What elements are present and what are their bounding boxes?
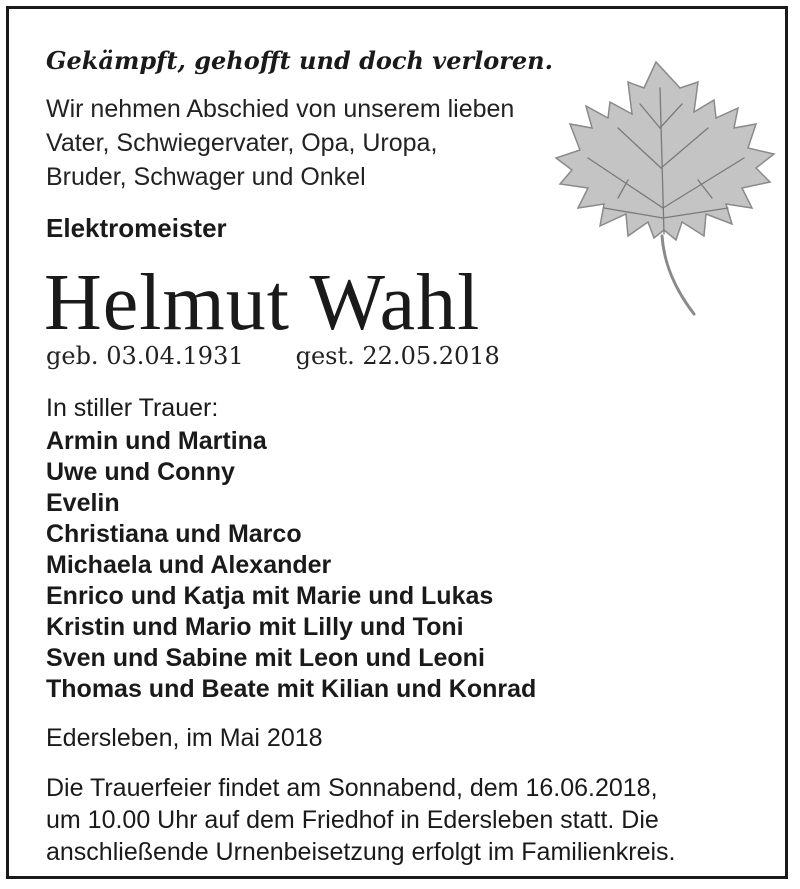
- intro-line: Bruder, Schwager und Onkel: [46, 163, 366, 191]
- mourners-list: [46, 426, 536, 705]
- mourners-heading: In stiller Trauer:: [46, 394, 219, 422]
- life-dates: [46, 342, 500, 370]
- birth-date: geb. 03.04.1931: [46, 342, 244, 370]
- mourner-entry: Kristin und Mario mit Lilly und Toni: [46, 613, 464, 641]
- place-date: Edersleben, im Mai 2018: [46, 724, 323, 752]
- intro-line: Vater, Schwiegervater, Opa, Uropa,: [46, 129, 438, 157]
- ceremony-line: anschließende Urnenbeisetzung erfolgt im Familienkreis.: [46, 838, 676, 866]
- mourner-entry: Armin und Martina: [46, 427, 267, 455]
- mourner-entry: Evelin: [46, 489, 120, 517]
- deceased-name: Helmut Wahl: [44, 259, 481, 347]
- mourner-entry: Enrico und Katja mit Marie und Lukas: [46, 582, 494, 610]
- intro-text: [46, 92, 514, 194]
- mourner-entry: Michaela und Alexander: [46, 551, 332, 579]
- mourner-entry: Sven und Sabine mit Leon und Leoni: [46, 644, 485, 672]
- profession-title: Elektromeister: [46, 213, 227, 243]
- mourner-entry: Christiana und Marco: [46, 520, 302, 548]
- leaf-blade: [556, 62, 774, 240]
- intro-line: Wir nehmen Abschied von unserem lieben: [46, 95, 515, 123]
- mourner-entry: Uwe und Conny: [46, 458, 235, 486]
- ceremony-line: um 10.00 Uhr auf dem Friedhof in Edersleben statt. Die: [46, 806, 659, 834]
- motto: Gekämpft, gehofft und doch verloren.: [46, 46, 553, 75]
- leaf-stem: [662, 236, 694, 314]
- ceremony-line: Die Trauerfeier findet am Sonnabend, dem 16.06.2018,: [46, 774, 658, 802]
- maple-leaf-icon: [548, 58, 778, 320]
- ceremony-notice: [46, 772, 675, 868]
- death-date: gest. 22.05.2018: [295, 342, 500, 370]
- mourner-entry: Thomas und Beate mit Kilian und Konrad: [46, 675, 537, 703]
